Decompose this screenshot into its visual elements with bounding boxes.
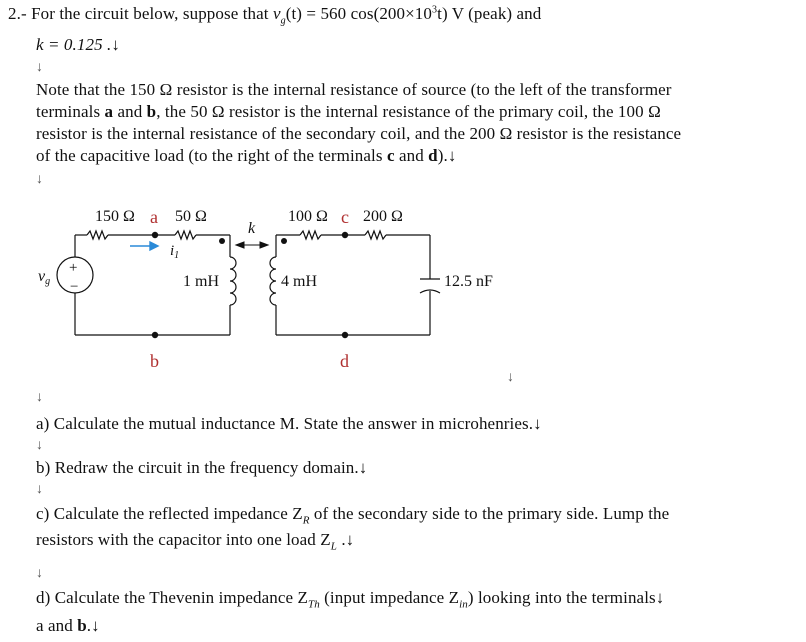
question-c-line-2: resistors with the capacitor into one load $Z_L$ .↓ xyxy=(36,530,355,553)
vg-symbol: $v_g$ xyxy=(272,4,286,27)
resistor-150 xyxy=(87,231,108,239)
label-terminal-c: c xyxy=(341,207,349,227)
question-d-line-1: d) Calculate the Thevenin impedance $Z_{Th}$ (input impedance $Z_{in}$) looking into the terminals↓ xyxy=(36,588,665,611)
return-arrow: ↓ xyxy=(36,390,43,405)
polarity-dot-primary xyxy=(219,238,225,244)
terminal-c-dot xyxy=(342,232,348,238)
note-line-4: of the capacitive load (to the right of the terminals c and d).↓ xyxy=(36,146,457,165)
current-arrow xyxy=(130,242,158,250)
label-i1: $i_1$ xyxy=(170,243,180,261)
coupling-coefficient: k = 0.125 .↓ xyxy=(36,35,120,54)
return-arrow: ↓ xyxy=(36,60,43,75)
question-c-line-1: c) Calculate the reflected impedance $Z_R$ of the secondary side to the primary side. Lump the xyxy=(36,504,670,527)
coil-primary xyxy=(230,257,236,305)
coil-secondary xyxy=(270,257,276,305)
label-vg: vg xyxy=(38,268,51,287)
source-plus: + xyxy=(69,260,78,276)
terminal-a-dot xyxy=(152,232,158,238)
terminal-d-ref: d xyxy=(428,146,438,165)
label-cap: 12.5 nF xyxy=(444,273,493,290)
question-a: a) Calculate the mutual inductance M. State the answer in microhenries.↓ xyxy=(36,414,542,433)
label-r200: 200 Ω xyxy=(363,208,403,225)
label-terminal-b: b xyxy=(150,351,159,371)
label-r100: 100 Ω xyxy=(288,208,328,225)
polarity-dot-secondary xyxy=(281,238,287,244)
return-arrow: ↓ xyxy=(36,482,43,497)
resistor-50 xyxy=(175,231,196,239)
vg-expression: (t) = 560 $\cos(200\times 10^3t)$ V (peak) and xyxy=(285,4,542,23)
terminal-b-dot xyxy=(152,332,158,338)
resistor-200 xyxy=(365,231,386,239)
note-line-3: resistor is the internal resistance of the secondary coil, and the 200 Ω resistor is the resistance xyxy=(36,124,682,143)
label-r150: 150 Ω xyxy=(95,208,135,225)
label-r50: 50 Ω xyxy=(175,208,207,225)
problem-line-1 xyxy=(8,4,541,26)
circuit-diagram xyxy=(0,195,806,395)
return-arrow: ↓ xyxy=(36,438,43,453)
terminal-b-ref: b xyxy=(146,102,157,121)
note-line-1: Note that the 150 Ω resistor is the internal resistance of source (to the left of the transformer xyxy=(36,80,672,99)
note-line-2: terminals a and b, the 50 Ω resistor is the internal resistance of the primary coil, the 100 Ω xyxy=(36,102,661,121)
return-arrow: ↓ xyxy=(507,370,514,385)
question-b: b) Redraw the circuit in the frequency domain.↓ xyxy=(36,458,368,477)
resistor-100 xyxy=(300,231,321,239)
problem-number: 2.- xyxy=(8,4,27,23)
terminal-a-ref: a xyxy=(104,102,114,121)
label-terminal-a: a xyxy=(150,207,158,227)
label-l1: 1 mH xyxy=(183,273,219,290)
label-l2: 4 mH xyxy=(281,273,317,290)
return-arrow: ↓ xyxy=(36,566,43,581)
question-d-line-2: a and b.↓ xyxy=(36,616,100,635)
terminal-c-ref: c xyxy=(386,146,395,165)
label-terminal-d: d xyxy=(340,351,349,371)
source-minus: − xyxy=(70,279,79,295)
terminal-d-dot xyxy=(342,332,348,338)
problem-intro: For the circuit below, suppose that xyxy=(31,4,269,23)
return-arrow: ↓ xyxy=(36,172,43,187)
coupling-arrow xyxy=(236,242,268,248)
label-k: k xyxy=(248,220,256,237)
